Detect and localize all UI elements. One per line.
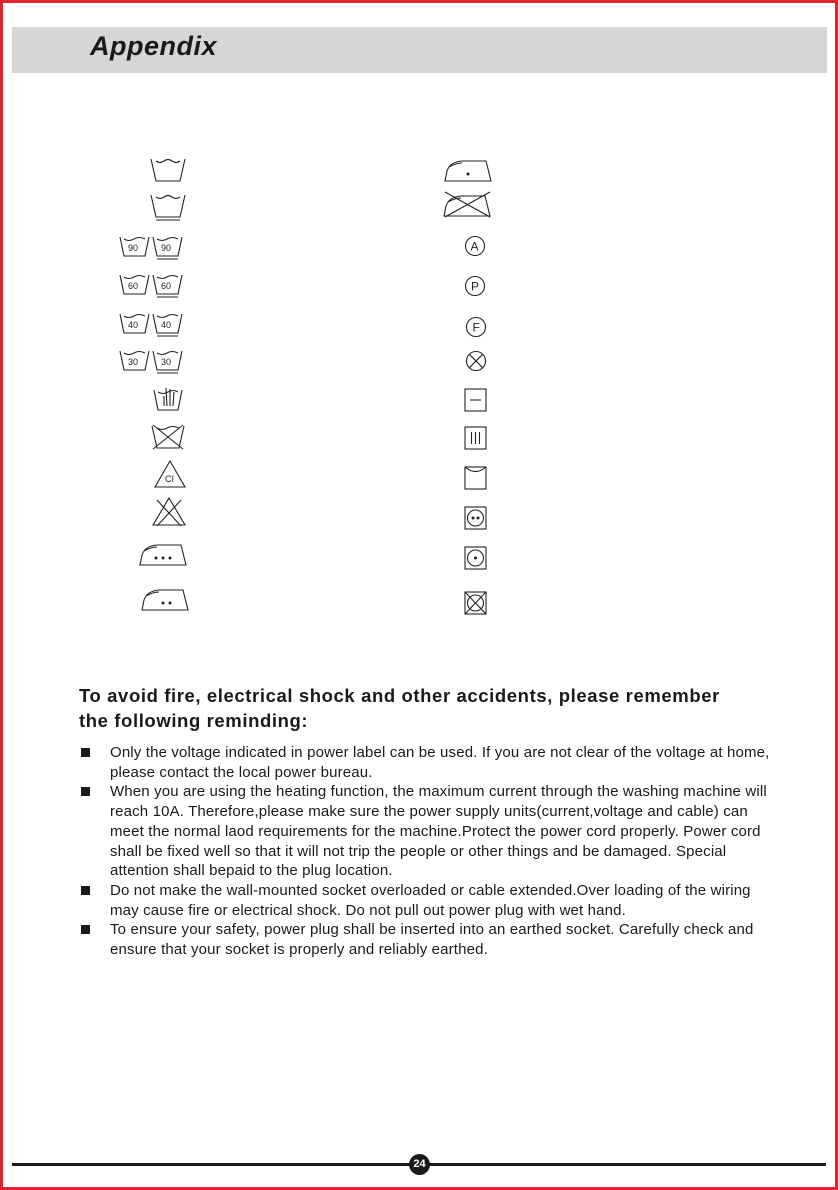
footer-rule-left	[12, 1163, 410, 1166]
tumble-dry-low-icon	[464, 546, 487, 570]
wash-30-left-label: 30	[128, 357, 139, 367]
wash-30-icon	[119, 350, 183, 374]
footer-rule-right	[429, 1163, 826, 1166]
list-item-text: Do not make the wall-mounted socket overloaded or cable extended.Over loading of the wiring may cause fire or electrical shock. Do not pull out power plug with wet hand.	[110, 881, 751, 919]
do-not-iron-icon	[442, 190, 492, 218]
wash-60-right-label: 60	[161, 281, 172, 291]
warning-heading-line-1: To avoid fire, electrical shock and other accidents, please remember	[79, 685, 720, 706]
warning-heading-line-2: the following reminding:	[79, 710, 309, 731]
wash-30-right-label: 30	[161, 357, 172, 367]
safety-reminder-list	[80, 743, 770, 960]
page-number-badge: 24	[409, 1154, 430, 1175]
list-item-text: Only the voltage indicated in power label can be used. If you are not clear of the voltage at home, please contact the local power bureau.	[110, 744, 770, 781]
washtub-icon	[150, 157, 186, 183]
dry-clean-a-icon	[464, 235, 486, 257]
dry-clean-a-label: A	[470, 239, 479, 254]
wash-40-icon	[119, 313, 183, 337]
bullet-square-icon	[81, 748, 90, 757]
do-not-bleach-icon	[152, 497, 186, 527]
iron-high-icon	[139, 541, 187, 567]
page-title: Appendix	[90, 31, 218, 61]
do-not-tumble-dry-icon	[464, 591, 487, 615]
do-not-dry-clean-icon	[465, 350, 487, 372]
wash-90-left-label: 90	[128, 243, 139, 253]
warning-heading	[79, 683, 779, 733]
dry-clean-p-label: P	[471, 279, 480, 294]
wash-90-icon	[119, 236, 183, 260]
chlorine-bleach-label: CI	[165, 474, 174, 484]
dry-flat-icon	[464, 388, 487, 412]
wash-60-left-label: 60	[128, 281, 139, 291]
bullet-square-icon	[81, 925, 90, 934]
drip-dry-icon	[464, 426, 487, 450]
list-item-text: To ensure your safety, power plug shall be inserted into an earthed socket. Carefully check and ensure that your socket is properly and reliably earthed.	[110, 921, 754, 959]
do-not-wash-icon	[151, 424, 185, 450]
iron-low-icon	[444, 157, 492, 183]
washtub-gentle-icon	[150, 193, 186, 221]
chlorine-bleach-icon	[154, 460, 186, 488]
list-item	[80, 782, 770, 881]
wash-40-left-label: 40	[128, 320, 139, 330]
bullet-square-icon	[81, 886, 90, 895]
list-item	[80, 881, 770, 920]
bullet-square-icon	[81, 787, 90, 796]
list-item	[80, 920, 770, 959]
wash-60-icon	[119, 274, 183, 298]
hand-wash-icon	[153, 386, 183, 412]
iron-medium-icon	[141, 586, 189, 612]
list-item-text: When you are using the heating function, the maximum current through the washing machine will reach 10A. Therefore,please make sure the power supply units(current,voltage and cable) can meet the normal laod requirements for the machine.Protect the power cord properly. Power cord shall be fixed well so that it will not trip the people or other things and be damaged. Special attention shall bepaid to the plug location.	[110, 783, 767, 880]
dry-clean-f-label: F	[472, 320, 480, 335]
line-dry-icon	[464, 466, 487, 490]
wash-40-right-label: 40	[161, 320, 172, 330]
wash-90-right-label: 90	[161, 243, 172, 253]
dry-clean-f-icon	[465, 316, 487, 338]
list-item	[80, 743, 770, 782]
dry-clean-p-icon	[464, 275, 486, 297]
tumble-dry-high-icon	[464, 506, 487, 530]
